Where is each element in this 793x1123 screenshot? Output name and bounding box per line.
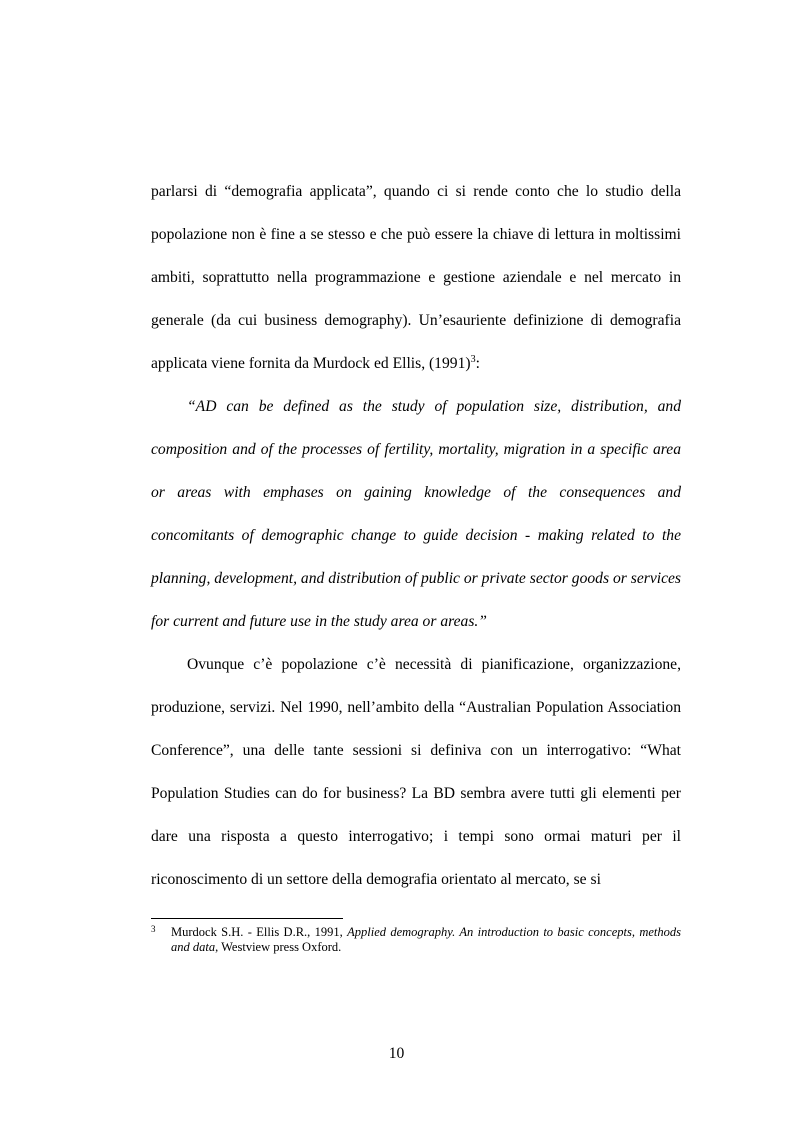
body-text xyxy=(151,170,681,901)
quotation: “AD can be defined as the study of population size, distribution, and composition and of the processes of fertility, mortality, migration in a specific area or areas with emphases on gaining knowledge of the consequences and concomitants of demographic change to guide decision - making related to the planning, development, and distribution of public or private sector goods or services for current and future use in the study area or areas.” xyxy=(151,398,681,630)
page-number: 10 xyxy=(388,1045,405,1062)
paragraph-2: Ovunque c’è popolazione c’è necessità di pianificazione, organizzazione, produzione, servizi. Nel 1990, nell’ambito della “Australian Population Association Conference”, una delle tante sessioni si definiva con un interrogativo: “What Population Studies can do for business? La BD sembra avere tutti gli elementi per dare una risposta a questo interrogativo; i tempi sono ormai maturi per il riconoscimento di un settore della demografia orientato al mercato, se si xyxy=(151,656,681,888)
paragraph-1-text: parlarsi di “demografia applicata”, quando ci si rende conto che lo studio della popolazione non è fine a se stesso e che può essere la chiave di lettura in moltissimi ambiti, soprattutto nella programmazione e gestione aziendale e nel mercato in generale (da cui business demography). Un’esauriente definizione di demografia applicata viene fornita da Murdock ed Ellis, (1991) xyxy=(151,183,681,372)
footnote xyxy=(151,925,681,955)
footnote-reference[interactable]: 3 xyxy=(470,353,476,365)
footnote-number: 3 xyxy=(151,924,156,934)
paragraph-1 xyxy=(151,170,681,385)
footnote-publisher: , Westview press Oxford. xyxy=(215,940,342,954)
footnote-separator xyxy=(151,918,343,919)
footnote-text xyxy=(171,925,681,955)
paragraph-1-tail: : xyxy=(475,355,480,372)
footnote-authors: Murdock S.H. - Ellis D.R., 1991, xyxy=(171,925,348,939)
footnote-title: Applied demography. An introduction to basic concepts, methods and data xyxy=(171,925,681,954)
